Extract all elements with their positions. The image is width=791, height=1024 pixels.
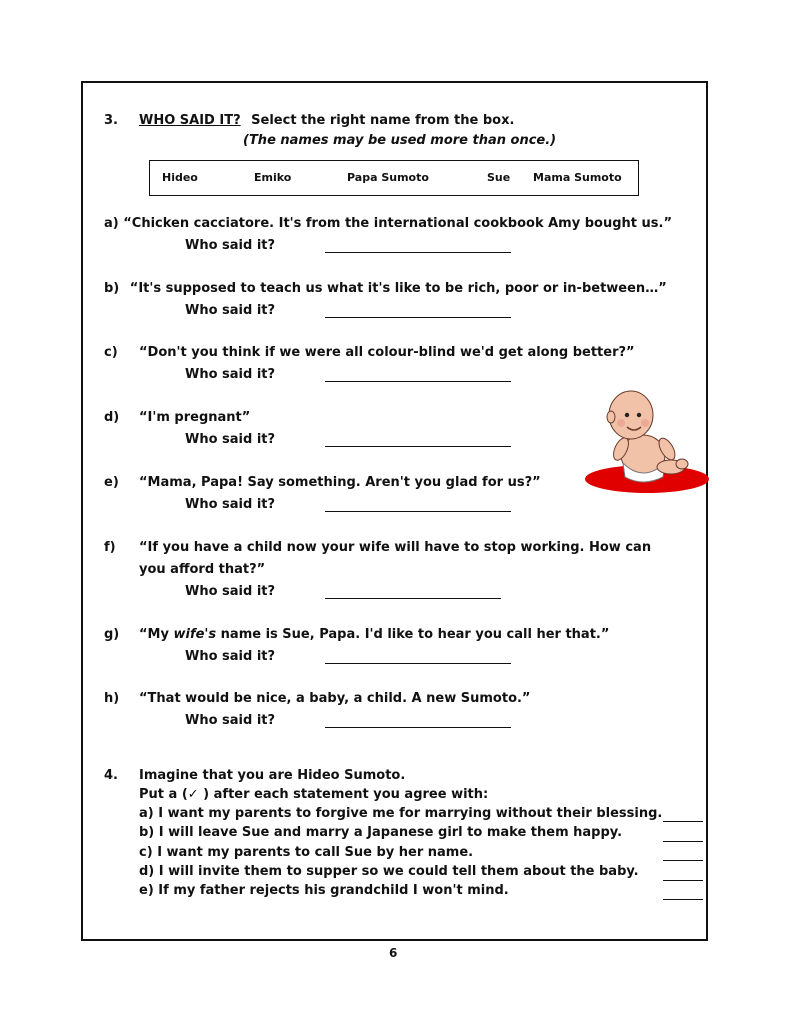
question-text: “That would be nice, a baby, a child. A new Sumoto.” (139, 691, 531, 706)
names-box (149, 160, 639, 196)
check-blank[interactable] (663, 899, 703, 900)
question-g (104, 627, 119, 642)
question-f (104, 540, 116, 555)
baby-eye (625, 413, 629, 417)
statement-text: If my father rejects his grandchild I won't mind. (158, 883, 509, 898)
statement-text: I will invite them to supper so we could tell them about the baby. (158, 864, 639, 879)
statement-d (139, 864, 639, 879)
baby-cheek (617, 419, 625, 427)
question-text: “Don't you think if we were all colour-blind we'd get along better?” (139, 345, 635, 360)
question-letter: a) (104, 216, 119, 231)
check-blank[interactable] (663, 860, 703, 861)
section-4-number: 4. (104, 768, 118, 783)
who-said-it-label: Who said it? (185, 497, 276, 512)
baby-illustration (583, 385, 711, 495)
section-3-number: 3. (104, 113, 118, 128)
question-text-emphasis: wife's (173, 627, 217, 642)
who-said-it-label: Who said it? (185, 649, 276, 664)
statement-letter: b) (139, 825, 155, 840)
question-text-continued: you afford that?” (139, 562, 266, 577)
baby-eye (637, 413, 641, 417)
name-option: Emiko (254, 171, 292, 184)
statement-e (139, 883, 509, 898)
section-4-instruction: Put a (✓ ) after each statement you agree with: (139, 787, 489, 802)
statement-text: I want my parents to call Sue by her name. (157, 845, 474, 860)
who-said-it-label: Who said it? (185, 367, 276, 382)
baby-cheek (641, 419, 649, 427)
statement-letter: a) (139, 806, 154, 821)
question-letter: f) (104, 540, 116, 555)
answer-line[interactable] (325, 598, 501, 599)
question-text-part: “My (139, 627, 174, 642)
answer-line[interactable] (325, 317, 511, 318)
page-number: 6 (389, 946, 398, 960)
section-3-instruction: Select the right name from the box. (251, 113, 515, 128)
question-text: “Mama, Papa! Say something. Aren't you glad for us?” (139, 475, 541, 490)
who-said-it-label: Who said it? (185, 303, 276, 318)
question-letter: e) (104, 475, 119, 490)
question-text: “I'm pregnant” (139, 410, 251, 425)
statement-text: I want my parents to forgive me for marrying without their blessing. (158, 806, 663, 821)
statement-letter: d) (139, 864, 155, 879)
question-text (139, 627, 609, 642)
question-a (104, 216, 672, 231)
question-letter: h) (104, 691, 120, 706)
answer-line[interactable] (325, 446, 511, 447)
statement-letter: c) (139, 845, 153, 860)
statement-a (139, 806, 662, 821)
question-b (104, 281, 667, 296)
question-d (104, 410, 119, 425)
who-said-it-label: Who said it? (185, 238, 276, 253)
who-said-it-label: Who said it? (185, 584, 276, 599)
question-text: “If you have a child now your wife will have to stop working. How can (139, 540, 652, 555)
baby-foot (676, 459, 688, 469)
question-text: “It's supposed to teach us what it's like to be rich, poor or in-between…” (129, 281, 667, 296)
answer-line[interactable] (325, 511, 511, 512)
section-4-intro: Imagine that you are Hideo Sumoto. (139, 768, 406, 783)
question-text: “Chicken cacciatore. It's from the international cookbook Amy bought us.” (123, 216, 672, 231)
statement-text: I will leave Sue and marry a Japanese girl to make them happy. (158, 825, 623, 840)
statement-c (139, 845, 473, 860)
question-h (104, 691, 119, 706)
who-said-it-label: Who said it? (185, 713, 276, 728)
check-blank[interactable] (663, 821, 703, 822)
check-blank[interactable] (663, 880, 703, 881)
answer-line[interactable] (325, 727, 511, 728)
name-option: Hideo (162, 171, 198, 184)
statement-b (139, 825, 622, 840)
name-option: Mama Sumoto (533, 171, 622, 184)
question-letter: b) (104, 281, 120, 296)
answer-line[interactable] (325, 252, 511, 253)
name-option: Sue (487, 171, 511, 184)
question-letter: g) (104, 627, 120, 642)
baby-head (609, 391, 653, 439)
section-3-heading: WHO SAID IT? (139, 113, 241, 128)
question-c (104, 345, 118, 360)
statement-letter: e) (139, 883, 154, 898)
section-3-title (139, 113, 514, 128)
answer-line[interactable] (325, 663, 511, 664)
answer-line[interactable] (325, 381, 511, 382)
baby-ear (607, 411, 615, 423)
question-letter: c) (104, 345, 118, 360)
question-e (104, 475, 119, 490)
check-blank[interactable] (663, 841, 703, 842)
who-said-it-label: Who said it? (185, 432, 276, 447)
name-option: Papa Sumoto (347, 171, 429, 184)
question-letter: d) (104, 410, 120, 425)
section-3-note: (The names may be used more than once.) (243, 133, 557, 148)
question-text-part: name is Sue, Papa. I'd like to hear you call her that.” (216, 627, 610, 642)
